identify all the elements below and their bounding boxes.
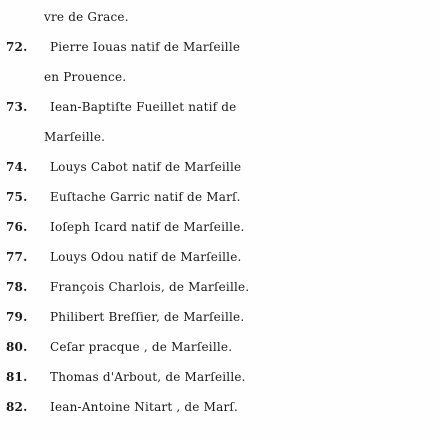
- entry-text: Louys Cabot natif de Marſeille: [50, 160, 242, 174]
- entry-text: Iean-Baptiſte Fueillet natif de: [50, 100, 237, 114]
- list-item: [0, 242, 440, 272]
- list-item: [0, 392, 440, 422]
- list-item: [0, 152, 440, 182]
- list-item: [0, 272, 440, 302]
- list-item: [0, 32, 440, 62]
- entry-number: 76.: [6, 220, 28, 234]
- entry-text: François Charlois, de Marſeille.: [50, 280, 250, 294]
- entry-number: 75.: [6, 190, 28, 204]
- list-item: [0, 332, 440, 362]
- entry-text: vre de Grace.: [44, 10, 129, 24]
- entry-number: 79.: [6, 310, 28, 324]
- entry-number: 77.: [6, 250, 28, 264]
- list-item: [0, 92, 440, 122]
- entry-number: 82.: [6, 400, 28, 414]
- list-item: [0, 362, 440, 392]
- list-continuation-line: [0, 62, 440, 92]
- entry-number: 78.: [6, 280, 28, 294]
- list-item: [0, 212, 440, 242]
- entry-text: Ioſeph Icard natif de Marſeille.: [50, 220, 245, 234]
- entry-text: Euſtache Garric natif de Marſ.: [50, 190, 241, 204]
- entry-number: 72.: [6, 40, 28, 54]
- entry-text: en Prouence.: [44, 70, 127, 84]
- entry-number: 74.: [6, 160, 28, 174]
- entry-text: Ceſar pracque , de Marſeille.: [50, 340, 233, 354]
- list-item: [0, 182, 440, 212]
- entry-number: 81.: [6, 370, 28, 384]
- entry-text: Iean-Antoine Nitart , de Marſ.: [50, 400, 239, 414]
- list-continuation-line: [0, 2, 440, 32]
- list-continuation-line: [0, 122, 440, 152]
- entry-number: 73.: [6, 100, 28, 114]
- entry-text: Pierre Iouas natif de Marſeille: [50, 40, 241, 54]
- entry-text: Marſeille.: [44, 130, 106, 144]
- entry-text: Louys Odou natif de Marſeille.: [50, 250, 242, 264]
- list-item: [0, 302, 440, 332]
- entry-number: 80.: [6, 340, 28, 354]
- entry-text: Thomas d'Arbout, de Marſeille.: [50, 370, 246, 384]
- entry-text: Philibert Breſſier, de Marſeille.: [50, 310, 245, 324]
